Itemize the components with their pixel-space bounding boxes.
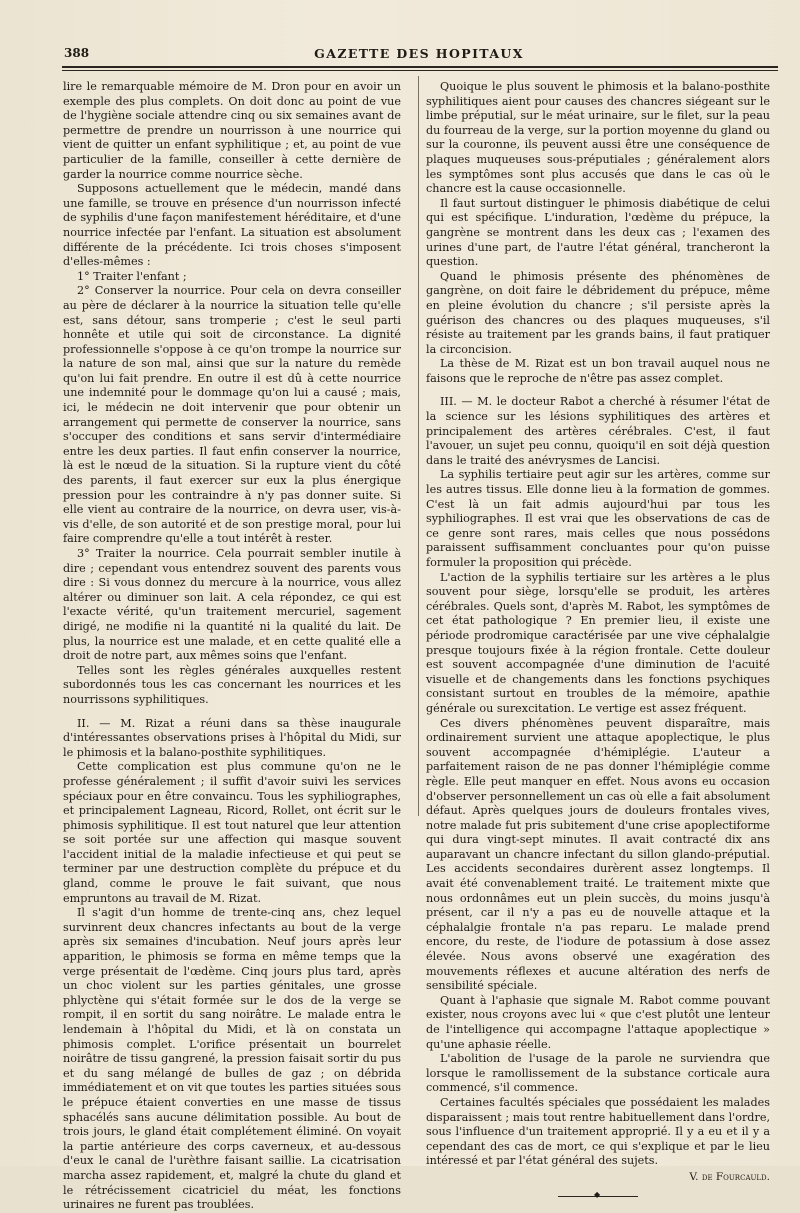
closing-paragraph [426,1096,770,1169]
paragraph: Quant à l'aphasie que signale M. Rabot comme pouvant exister, nous croyons avec lui « que c'est plutôt une lenteur de l'intelligence qui accompagne l'attaque apoplectique » qu'une aphasie réelle. [426,993,770,1051]
section-heading-paragraph: II. — M. Rizat a réuni dans sa thèse inaugurale d'intéressantes observations prises à l'hôpital du Midi, sur le phimosis et la balano-posthite syphilitiques. [63,716,401,759]
running-title: GAZETTE DES HOPITAUX [314,46,524,61]
paragraph: 1° Traiter l'enfant ; [77,269,187,283]
end-ornament [558,1193,638,1199]
header-rule-thick [62,66,778,68]
paragraph: 3° Traiter la nourrice. Cela pourrait sembler inutile à dire ; cependant vous entendrez souvent des parents vous dire : Si vous donnez du mercure à la nourrice, vous allez altérer ou diminuer son lait. A cela répondez, ce qui est l'exacte vérité, qu'un traitement mercuriel, sagement dirigé, ne modifie ni la quantité ni la qualité du lait. De plus, la nourrice est une malade, et en cette qualité elle a droit de notre part, aux mêmes soins que l'enfant. [63,547,401,663]
paragraph-text: Certaines facultés spéciales que possédaient les malades disparaissent ; mais tout rentre habituellement dans l'ordre, sous l'influence d'un traitement approprié. Il y a eu et il y a cependant des cas de mort, ce qui s'explique et par le lieu intéressé et par l'état général des sujets. [426,1095,770,1168]
paragraph: lire le remarquable mémoire de M. Dron pour en avoir un exemple des plus complets. On doit donc au point de vue de l'hygiène sociale attendre cinq ou six semaines avant de permettre de prendre un nourrisson à une nourrice qui vient de quitter un enfant syphilitique ; et, au point de vue particulier de la famille, conseiller à cette dernière de garder la nourrice comme nourrice sèche. [63,80,401,181]
section-heading-paragraph: III. — M. le docteur Rabot a cherché à résumer l'état de la science sur les lésions syphilitiques des artères et principalement des artères cérébrales. C'est, il faut l'avouer, un sujet peu connu, quoiqu'il en soit déjà question dans le traité des anévrysmes de Lancisi. [426,395,770,467]
right-column [426,80,770,1199]
paragraph: Quand le phimosis présente des phénomènes de gangrène, on doit faire le débridement du prépuce, même en pleine évolution du chancre ; s'il persiste après la guérison des chancres ou des plaques muqueuses, s'il résiste au traitement par les grands bains, il faut pratiquer la circoncision. [426,269,770,356]
signature-line [426,1170,770,1185]
author-signature: V. de Fourcauld. [689,1170,770,1183]
paragraph: Supposons actuellement que le médecin, mandé dans une famille, se trouve en présence d'un nourrisson infecté de syphilis d'une façon manifestement héréditaire, et d'une nourrice infectée par l'enfant. La situation est absolument différente de la précédente. Ici trois choses s'imposent d'elles-mêmes : [63,182,401,269]
paragraph: La syphilis tertiaire peut agir sur les artères, comme sur les autres tissus. Elle donne lieu à la formation de gommes. C'est là un fait admis aujourd'hui par tous les syphiliographes. Il est vrai que les observations de cas de ce genre sont rares, mais celles que nous possédons paraissent suffisamment concluantes pour qu'on puisse formuler la proposition qui précède. [426,468,770,569]
paragraph: 2° Conserver la nourrice. Pour cela on devra conseiller au père de déclarer à la nourrice la situation telle qu'elle est, sans détour, sans tromperie ; c'est le seul parti honnête et utile qui soit de circonstance. La dignité professionnelle s'oppose à ce qu'on trompe la nourrice sur la nature de son mal, ainsi que sur la nature du remède qu'on lui fait prendre. En outre il est dû à cette nourrice une indemnité pour le dommage qu'on lui a causé ; mais, ici, le médecin ne doit intervenir que pour obtenir un arrangement qui permette de conserver la nourrice, sans s'occuper des conditions et sans servir d'intermédiaire entre les deux parties. Il faut enfin conserver la nourrice, là est le nœud de la situation. Si la rupture vient du côté des parents, il faut exercer sur eux la plus énergique pression pour les contraindre à n'y pas donner suite. Si elle vient au contraire de la nourrice, on devra user, vis-à-vis d'elle, de son autorité et de son prestige moral, pour lui faire comprendre qu'elle a tout intérêt à rester. [63,284,401,546]
paragraph: Telles sont les règles générales auxquelles restent subordonnés tous les cas concernant les nourrices et les nourrissons syphilitiques. [63,663,401,706]
page-number: 388 [64,46,90,60]
page-header [62,44,776,64]
paragraph: L'abolition de l'usage de la parole ne surviendra que lorsque le ramollissement de la substance corticale aura commencé, s'il commence. [426,1052,770,1095]
paragraph: Cette complication est plus commune qu'on ne le professe généralement ; il suffit d'avoir suivi les services spéciaux pour en être convaincu. Tous les syphiliographes, et principalement Lagneau, Ricord, Rollet, ont écrit sur le phimosis syphilitique. Il est tout naturel que leur attention se soit portée sur une affection qui masque souvent l'accident initial de la maladie infectieuse et qui peut se terminer par une destruction complète du prépuce et du gland, comme le prouve le fait suivant, que nous empruntons au travail de M. Rizat. [63,760,401,905]
header-rule-thin [62,70,778,71]
column-divider [418,76,419,816]
paragraph: Il faut surtout distinguer le phimosis diabétique de celui qui est spécifique. L'induration, l'œdème du prépuce, la gangrène se montrent dans les deux cas ; l'examen des urines d'une part, de l'autre l'état général, trancheront la question. [426,196,770,269]
left-column [63,80,401,1213]
paragraph: La thèse de M. Rizat est un bon travail auquel nous ne faisons que le reproche de n'être pas assez complet. [426,357,770,385]
paragraph: Ces divers phénomènes peuvent disparaître, mais ordinairement survient une attaque apoplectique, le plus souvent accompagnée d'hémiplégie. L'auteur a parfaitement raison de ne pas donner l'hémiplégie comme règle. Elle peut manquer en effet. Nous avons eu occasion d'observer personnellement un cas où elle a fait absolument défaut. Après quelques jours de douleurs frontales vives, notre malade fut pris subitement d'une crise apoplectiforme qui dura vingt-sept minutes. Il avait contracté dix ans auparavant un chancre infectant du sillon glando-préputial. Les accidents secondaires durèrent assez longtemps. Il avait été convenablement traité. Le traitement mixte que nous ordonnâmes eut un plein succès, du moins jusqu'à présent, car il n'y a pas eu de nouvelle attaque et la céphalalgie frontale n'a pas reparu. Le malade prend encore, du reste, de l'iodure de potassium à dose assez élevée. Nous avons observé une exagération des mouvements réflexes et aucune altération des nerfs de sensibilité spéciale. [426,716,770,993]
paragraph: L'action de la syphilis tertiaire sur les artères a le plus souvent pour siège, lorsqu'elle se produit, les artères cérébrales. Quels sont, d'après M. Rabot, les symptômes de cet état pathologique ? En premier lieu, il existe une période prodromique caractérisée par une vive céphalalgie presque toujours fixée à la région frontale. Cette douleur est souvent accompagnée d'une diminution de l'acuité visuelle et de changements dans les fonctions psychiques consistant surtout en troubles de la mémoire, apathie générale ou surexcitation. Le vertige est assez fréquent. [426,570,770,715]
paragraph: Il s'agit d'un homme de trente-cinq ans, chez lequel survinrent deux chancres infectants au bout de la verge après six semaines d'incubation. Neuf jours après leur apparition, le phimosis se forma en même temps que la verge présentait de l'œdème. Cinq jours plus tard, après un choc violent sur les parties génitales, une grosse phlyctène qui s'était formée sur le dos de la verge se rompit, il en sortit du sang noirâtre. Le malade entra le lendemain à l'hôpital du Midi, et là on constata un phimosis complet. L'orifice présentait un bourrelet noirâtre de tissu gangrené, la pression faisait sortir du pus et du sang mélangé de bulles de gaz ; on débrida immédiatement et on vit que toutes les parties situées sous le prépuce étaient converties en une masse de tissus sphacélés sans aucune délimitation possible. Au bout de trois jours, le gland était complétement éliminé. On voyait la partie antérieure des corps caverneux, et au-dessous d'eux le canal de l'urèthre faisant saillie. La cicatrisation marcha assez rapidement, et, malgré la chute du gland et le rétrécissement cicatriciel du méat, les fonctions urinaires ne furent pas troublées. [63,906,401,1212]
paragraph: Quoique le plus souvent le phimosis et la balano-posthite syphilitiques aient pour causes des chancres siégeant sur le limbe préputial, sur le méat urinaire, sur le filet, sur la peau du fourreau de la verge, sur la portion moyenne du gland ou sur la couronne, ils peuvent aussi être une conséquence de plaques muqueuses sous-préputiales ; généralement alors les symptômes sont plus accusés que dans le cas où le chancre est la cause occasionnelle. [426,80,770,196]
